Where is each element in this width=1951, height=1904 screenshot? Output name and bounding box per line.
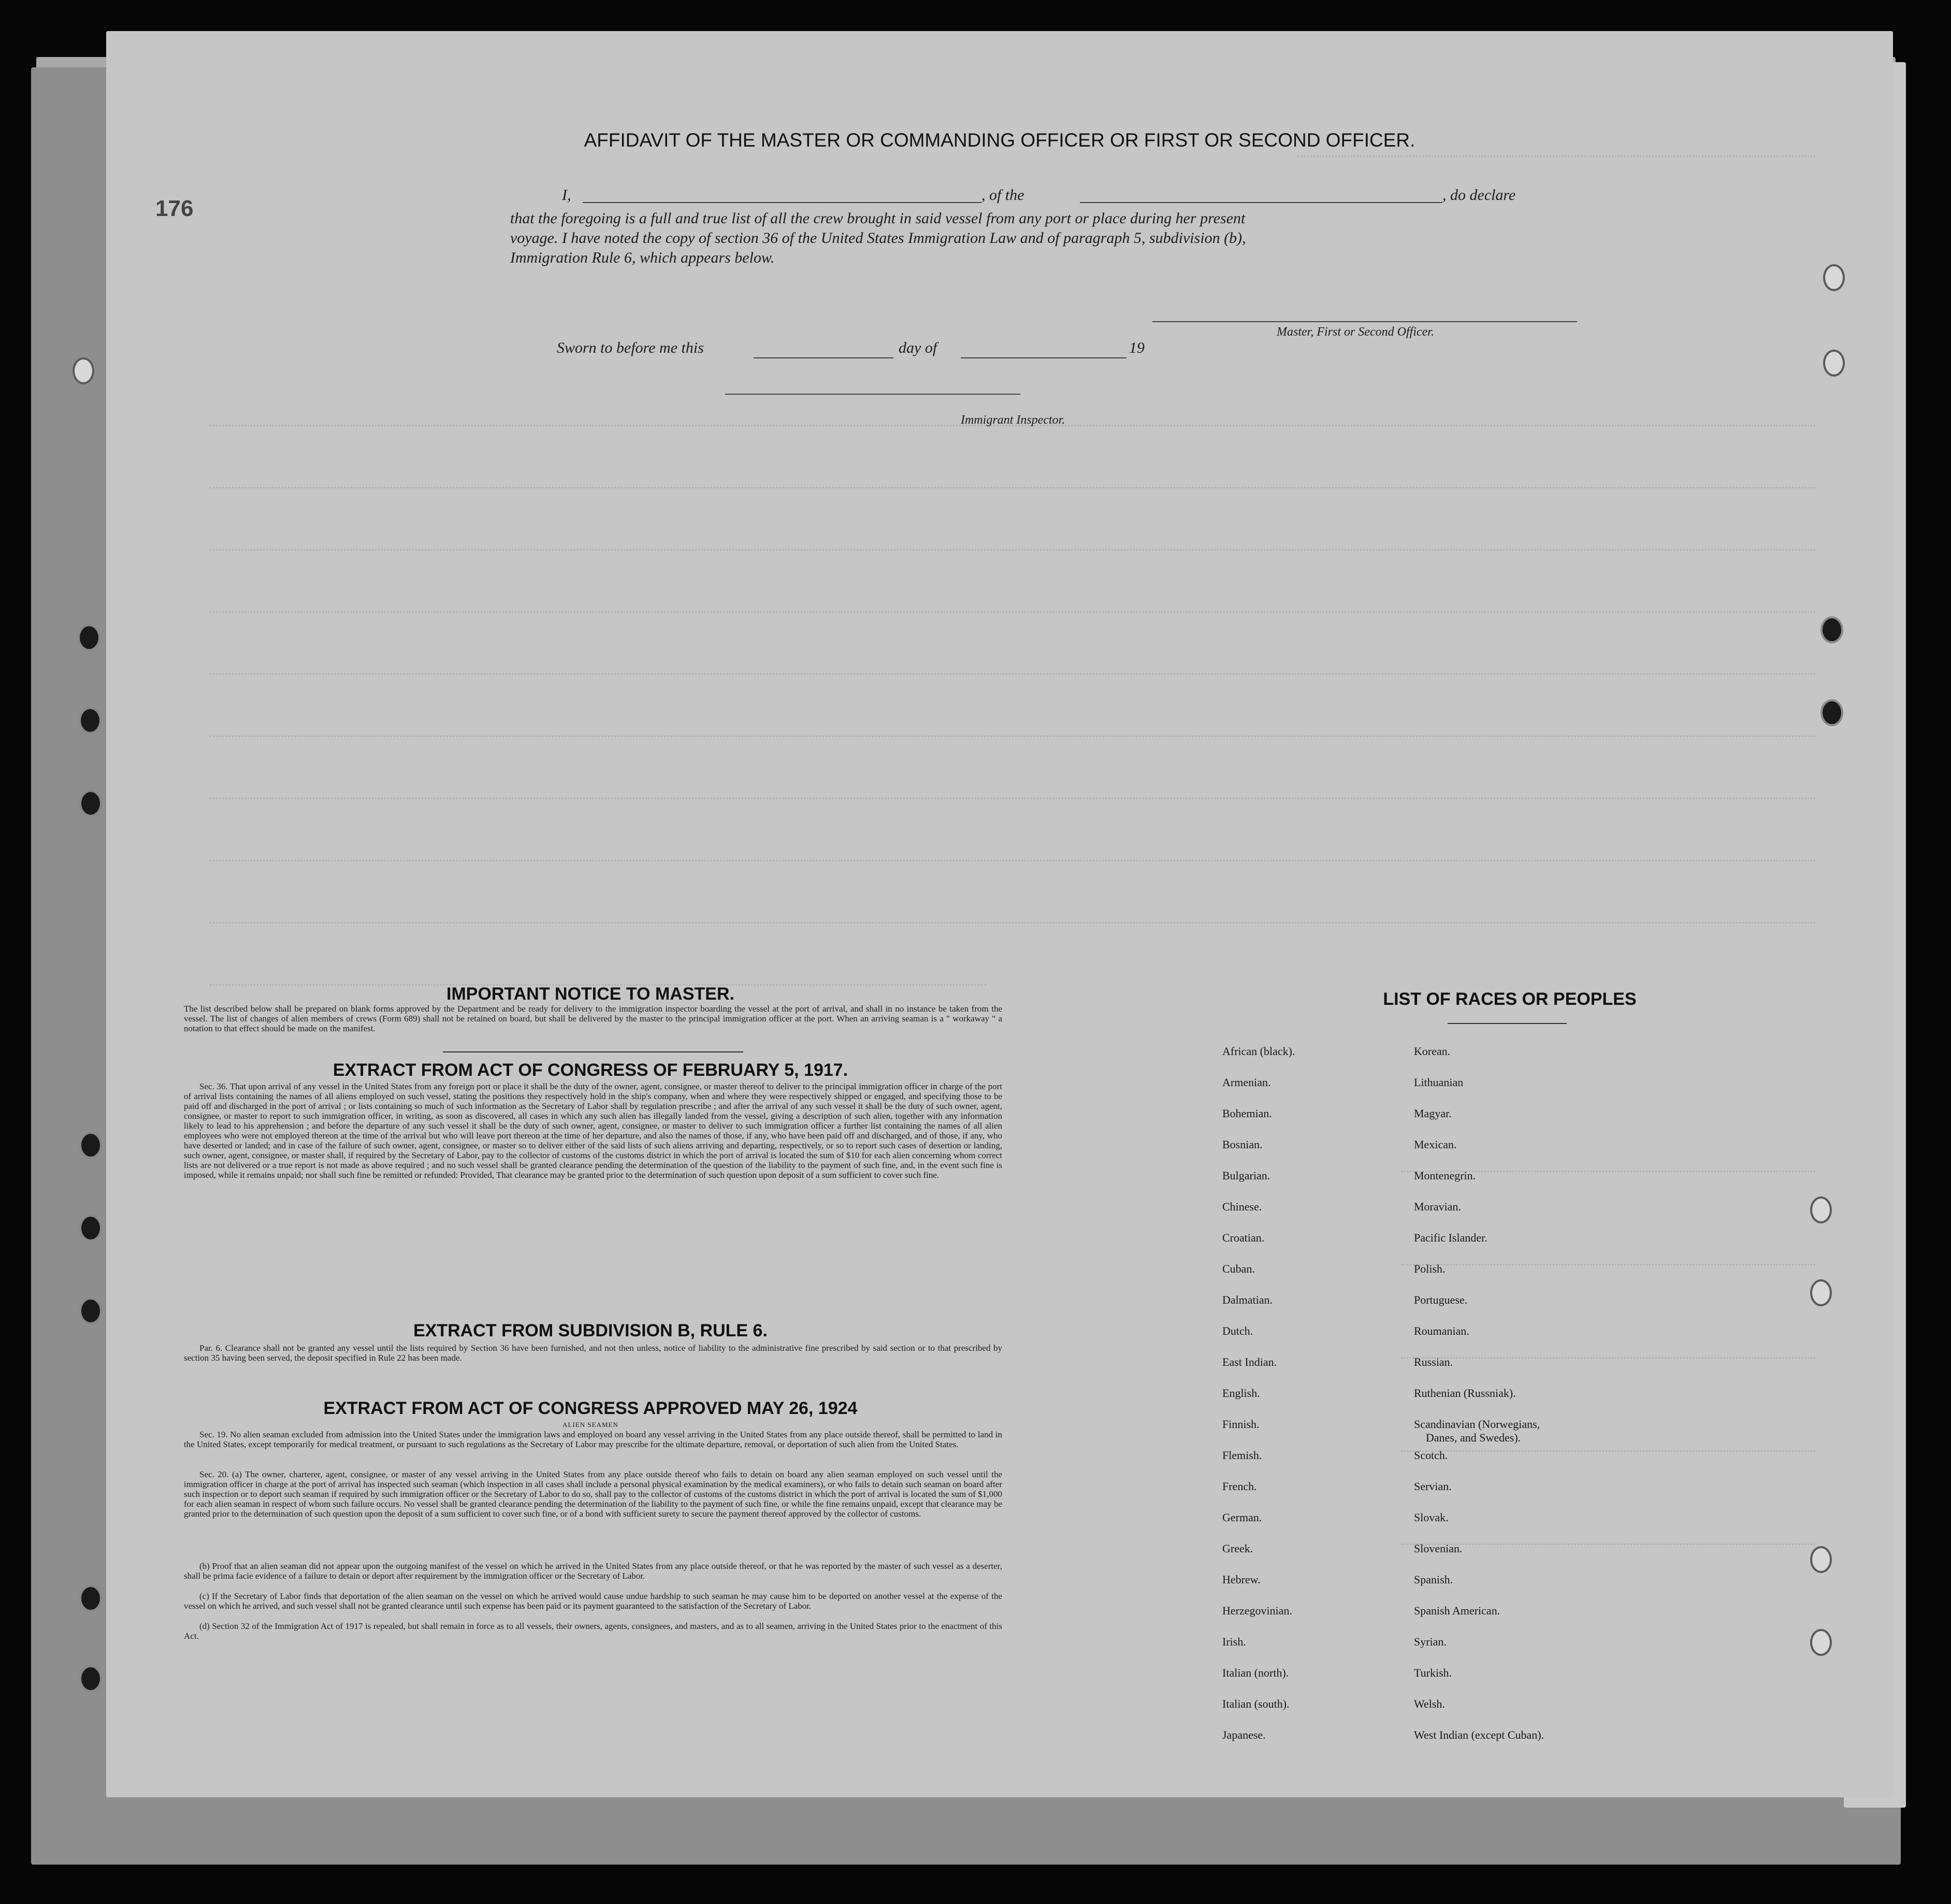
extract-1924-sec20d: (d) Section 32 of the Immigration Act of 1917 is repealed, but shall remain in force as to all vessels, their owners, agents, consignees, and masters, and as to all seamen, arriving in the United States prior to the enactment of this Act. bbox=[184, 1621, 1002, 1641]
race-item: African (black). bbox=[1222, 1045, 1295, 1058]
race-item: Ruthenian (Russniak). bbox=[1414, 1387, 1516, 1400]
punch-hole bbox=[1820, 616, 1843, 643]
extract-1924-sec20c: (c) If the Secretary of Labor finds that deportation of the alien seaman on the vessel on which he arrived would cause undue hardship to such seaman he may cause him to be deported on another vessel at the expense of the vessel on which he arrived, and such vessel shall not be granted clearance until such expense has been paid or its payment guaranteed to the satisfaction of the Secretary of Labor. bbox=[184, 1591, 1002, 1611]
race-item: Montenegrin. bbox=[1414, 1169, 1476, 1182]
ghost-rule bbox=[210, 673, 1815, 675]
notice-title: IMPORTANT NOTICE TO MASTER. bbox=[446, 984, 734, 1004]
punch-hole bbox=[79, 1585, 102, 1612]
ghost-rule bbox=[1297, 155, 1815, 157]
race-item: Mexican. bbox=[1414, 1138, 1457, 1151]
extract-1924-sec19: Sec. 19. No alien seaman excluded from admission into the United States under the immigration laws and employed on board any vessel arriving in the United States from any place outside thereof, shall be permitted to land in the United States, except temporarily for medical treatment, or pursuant to such regulations as the Secretary of Labor may prescribe for the ultimate departure, removal, or deportation of such alien from the United States. bbox=[184, 1430, 1002, 1449]
binding-ring bbox=[73, 357, 94, 384]
race-item: Dalmatian. bbox=[1222, 1293, 1273, 1306]
ghost-rule bbox=[1401, 1357, 1815, 1359]
of-the-label: , of the bbox=[981, 186, 1024, 204]
punch-hole bbox=[79, 1297, 102, 1324]
race-item: Spanish. bbox=[1414, 1573, 1453, 1586]
notice-text: The list described below shall be prepared on blank forms approved by the Department and be ready for delivery to the immigration inspector boarding the vessel at the port of arrival, and shall in no instance be taken from the vessel. The list of changes of alien members of crews (Form 689) shall not be retained on board, but shall be delivered by the master to the principal immigration officer at the port. When an arriving seaman is a " workaway " a notation to that effect should be made on the manifest. bbox=[184, 1004, 1002, 1033]
extract-1917-title: EXTRACT FROM ACT OF CONGRESS OF FEBRUARY 5, 1917. bbox=[333, 1060, 848, 1080]
binding-ring bbox=[1810, 1629, 1832, 1656]
race-item: Finnish. bbox=[1222, 1418, 1260, 1431]
race-item: Moravian. bbox=[1414, 1200, 1462, 1213]
ghost-rule bbox=[210, 549, 1815, 551]
margin-number: 176 bbox=[155, 196, 194, 221]
race-item: Polish. bbox=[1414, 1262, 1446, 1275]
race-item: Turkish. bbox=[1414, 1666, 1452, 1679]
race-item: Croatian. bbox=[1222, 1231, 1265, 1244]
race-item: Armenian. bbox=[1222, 1076, 1271, 1089]
race-item: Portuguese. bbox=[1414, 1293, 1468, 1306]
race-item: Cuban. bbox=[1222, 1262, 1255, 1275]
race-item: German. bbox=[1222, 1511, 1262, 1524]
extract-1917-text: Sec. 36. That upon arrival of any vessel in the United States from any foreign port or place it shall be the duty of the owner, agent, consignee, or master thereof to deliver to the principal immigration officer in charge of the port of arrival lists containing the names of all aliens employed on such vessel, stating the positions they respectively hold in the ship's company, when and where they were respectively shipped or engaged, and specifying those to be paid off and discharged in the port of arrival ; or lists containing so much of such information as the Secretary of Labor shall by regulation prescribe ; and after the arrival of any such vessel it shall be the duty of such owner, agent, consignee, or master to report to such immigration officer, in writing, as soon as discovered, all cases in which any such alien has illegally landed from the vessel, giving a description of such alien, together with any information likely to lead to his apprehension ; and before the departure of any such vessel it shall be the duty of such owner, agent, consignee, or master to deliver to such immigration officer a further list containing the names of all alien employees who were not employed thereon at the time of the arrival but who will leave port thereon at the time of her departure, and also the names of those, if any, who have been paid off and discharged, and of those, if any, who have deserted or landed; and in case of the failure of such owner, agent, consignee, or master so to deliver either of the said lists of such aliens arriving and departing, respectively, or so to report such cases of desertion or landing, such owner, agent, consignee, or master shall, if required by the Secretary of Labor, pay to the collector of customs of the customs district in which the port of arrival is located the sum of $10 for each alien concerning whom correct lists are not delivered or a true report is not made as above required ; and no such vessel shall be granted clearance pending the determination of the question of the liability to the payment of such fine, and, in the event such fine is imposed, while it remains unpaid; nor shall such fine be remitted or refunded: Provided, That clearance may be granted prior to the determination of such question upon deposit of a sum sufficient to cover such fine. bbox=[184, 1081, 1002, 1180]
race-item: English. bbox=[1222, 1387, 1260, 1400]
race-item: Roumanian. bbox=[1414, 1324, 1469, 1337]
race-item: Scotch. bbox=[1414, 1449, 1448, 1462]
race-item: Bohemian. bbox=[1222, 1107, 1272, 1120]
ghost-rule bbox=[210, 860, 1815, 861]
sworn-day-line bbox=[754, 357, 893, 358]
race-item: Slovenian. bbox=[1414, 1542, 1463, 1555]
binding-ring bbox=[1823, 350, 1845, 377]
punch-hole bbox=[78, 624, 100, 651]
year-label: 19 bbox=[1129, 339, 1145, 356]
divider bbox=[1448, 1023, 1567, 1024]
master-name-line bbox=[583, 202, 981, 203]
race-item: Japanese. bbox=[1222, 1728, 1266, 1741]
punch-hole bbox=[79, 1215, 102, 1242]
races-title: LIST OF RACES OR PEOPLES bbox=[1383, 989, 1637, 1009]
ghost-rule bbox=[1401, 1544, 1815, 1545]
race-item: Slovak. bbox=[1414, 1511, 1449, 1524]
race-item: Syrian. bbox=[1414, 1635, 1447, 1648]
extract-1924-sec20a: Sec. 20. (a) The owner, charterer, agent, consignee, or master of any vessel arriving in the United States from any place outside thereof who fails to detain on board any alien seaman employed on such vessel until the immigration officer in charge at the port of arrival has inspected such seaman (which inspection in all cases shall include a personal physical examination by the medical examiners), or who fails to detain such seaman on board after such inspection or to deport such seaman if required by such immigration officer or the Secretary of Labor to do so, shall pay to the collector of customs of the customs district in which the port of arrival is located the sum of $1,000 for each alien seaman in respect of whom such failure occurs. No vessel shall be granted clearance pending the determination of the liability to the payment of such fine, or while the fine remains unpaid, except that clearance may be granted prior to the determination of such question upon the deposit of a sum sufficient to cover such fine, or of a bond with sufficient surety to secure the payment thereof approved by the collector of customs. bbox=[184, 1469, 1002, 1519]
race-item-continued: Danes, and Swedes). bbox=[1426, 1431, 1521, 1444]
race-item: Bosnian. bbox=[1222, 1138, 1263, 1151]
punch-hole bbox=[79, 707, 102, 734]
sworn-label: Sworn to before me this bbox=[557, 339, 704, 356]
ghost-rule bbox=[210, 798, 1815, 799]
extract-1924-subtitle: ALIEN SEAMEN bbox=[562, 1421, 618, 1429]
affidavit-text-line2: voyage. I have noted the copy of section 36 of the United States Immigration Law and of paragraph 5, subdivision (b), bbox=[510, 229, 1246, 247]
race-item: Chinese. bbox=[1222, 1200, 1262, 1213]
binding-ring bbox=[1823, 264, 1845, 291]
race-item: Hebrew. bbox=[1222, 1573, 1261, 1586]
ghost-rule bbox=[210, 611, 1815, 613]
ghost-rule bbox=[210, 922, 1815, 924]
punch-hole bbox=[79, 1132, 102, 1159]
master-signature-line bbox=[1152, 321, 1577, 322]
punch-hole bbox=[79, 790, 102, 817]
binding-ring bbox=[1810, 1546, 1832, 1573]
affidavit-text-line3: Immigration Rule 6, which appears below. bbox=[510, 249, 775, 266]
race-item: Spanish American. bbox=[1414, 1604, 1500, 1617]
punch-hole bbox=[79, 1665, 102, 1692]
race-item: Greek. bbox=[1222, 1542, 1253, 1555]
document-sheet bbox=[106, 31, 1893, 1797]
race-item: Flemish. bbox=[1222, 1449, 1262, 1462]
sworn-month-line bbox=[961, 357, 1126, 358]
race-item: Korean. bbox=[1414, 1045, 1451, 1058]
master-signature-label: Master, First or Second Officer. bbox=[1277, 325, 1434, 339]
divider bbox=[443, 1051, 743, 1052]
race-item: Herzegovinian. bbox=[1222, 1604, 1292, 1617]
race-item: Bulgarian. bbox=[1222, 1169, 1270, 1182]
ghost-rule bbox=[1401, 1264, 1815, 1265]
race-item: Irish. bbox=[1222, 1635, 1246, 1648]
race-item: Welsh. bbox=[1414, 1697, 1445, 1710]
binding-ring bbox=[1810, 1279, 1832, 1306]
race-item: West Indian (except Cuban). bbox=[1414, 1728, 1544, 1741]
ghost-rule bbox=[210, 487, 1815, 488]
punch-hole bbox=[1820, 699, 1843, 726]
ghost-rule bbox=[1401, 1450, 1815, 1452]
race-item: Italian (south). bbox=[1222, 1697, 1290, 1710]
ghost-rule bbox=[210, 735, 1815, 737]
do-declare-label: , do declare bbox=[1442, 186, 1516, 204]
race-item: Italian (north). bbox=[1222, 1666, 1289, 1679]
binding-ring bbox=[1810, 1196, 1832, 1223]
race-item: Magyar. bbox=[1414, 1107, 1452, 1120]
race-item: Russian. bbox=[1414, 1355, 1453, 1368]
day-of-label: day of bbox=[899, 339, 937, 356]
race-item: Servian. bbox=[1414, 1480, 1452, 1493]
affidavit-title: AFFIDAVIT OF THE MASTER OR COMMANDING OFFICER OR FIRST OR SECOND OFFICER. bbox=[584, 129, 1415, 151]
race-item: Lithuanian bbox=[1414, 1076, 1464, 1089]
inspector-signature-line bbox=[725, 394, 1020, 395]
extract-1924-title: EXTRACT FROM ACT OF CONGRESS APPROVED MAY 26, 1924 bbox=[323, 1398, 858, 1418]
race-item: East Indian. bbox=[1222, 1355, 1277, 1368]
race-item: Dutch. bbox=[1222, 1324, 1253, 1337]
extract-1924-sec20b: (b) Proof that an alien seaman did not appear upon the outgoing manifest of the vessel on which he arrived in the United States from any place outside thereof, or that he was reported by the master of such vessel as a deserter, shall be prima facie evidence of a failure to detain or deport after requirement by the immigration officer or the Secretary of Labor. bbox=[184, 1561, 1002, 1581]
vessel-name-line bbox=[1080, 202, 1442, 203]
affidavit-text-line1: that the foregoing is a full and true list of all the crew brought in said vessel from any port or place during her present bbox=[510, 210, 1246, 227]
race-item: Pacific Islander. bbox=[1414, 1231, 1487, 1244]
race-item: Scandinavian (Norwegians, bbox=[1414, 1418, 1540, 1431]
extract-rule6-title: EXTRACT FROM SUBDIVISION B, RULE 6. bbox=[413, 1321, 768, 1340]
extract-rule6-text: Par. 6. Clearance shall not be granted any vessel until the lists required by Section 36 have been furnished, and not then unless, notice of liability to the administrative fine prescribed by said section or to that prescribed by section 35 having been served, the deposit specified in Rule 22 has been made. bbox=[184, 1343, 1002, 1363]
inspector-label: Immigrant Inspector. bbox=[961, 413, 1065, 427]
race-item: French. bbox=[1222, 1480, 1257, 1493]
affidavit-i-label: I, bbox=[562, 186, 571, 204]
